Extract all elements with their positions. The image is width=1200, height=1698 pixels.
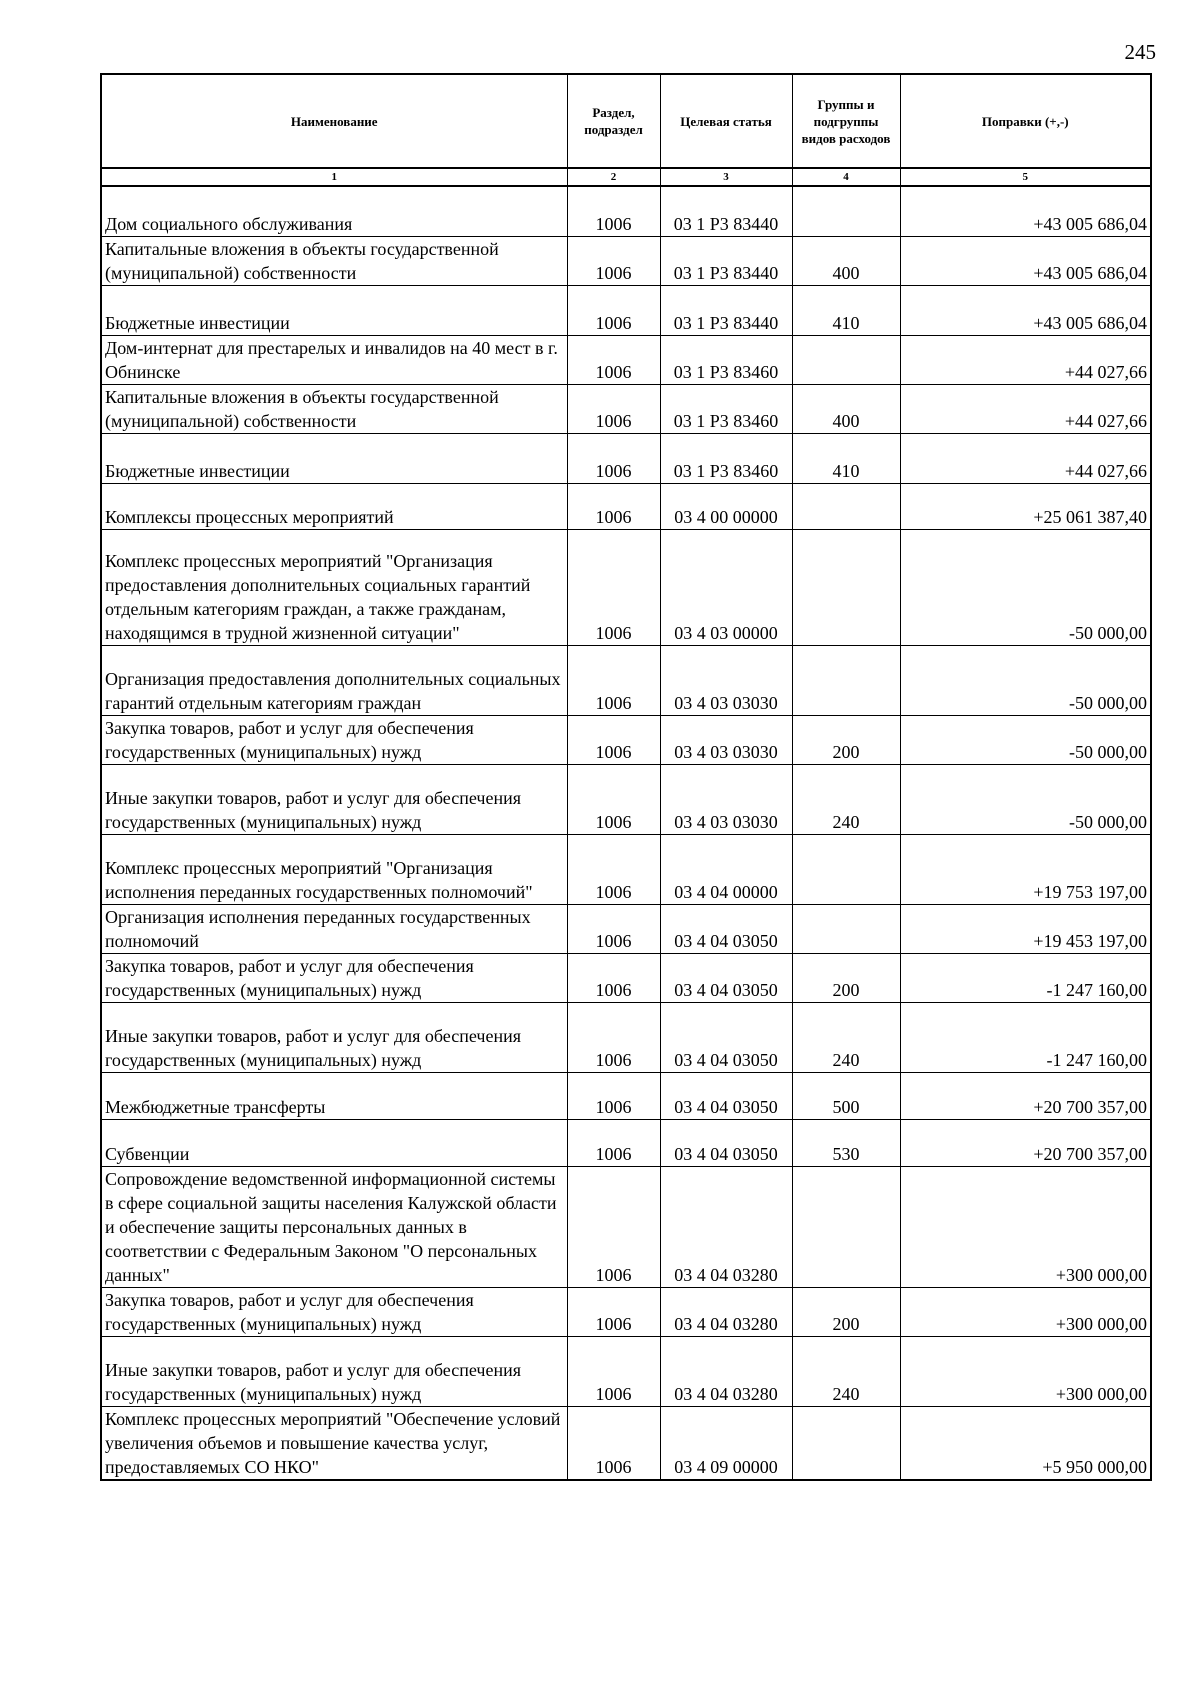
row-section: 1006 xyxy=(567,953,660,1002)
row-target: 03 4 09 00000 xyxy=(660,1406,792,1480)
row-target: 03 4 04 03050 xyxy=(660,1002,792,1072)
row-amount: -50 000,00 xyxy=(900,715,1151,764)
row-group xyxy=(792,186,900,236)
table-row xyxy=(101,1002,1151,1072)
row-amount: +5 950 000,00 xyxy=(900,1406,1151,1480)
row-target: 03 4 04 03050 xyxy=(660,1119,792,1166)
row-section: 1006 xyxy=(567,764,660,834)
row-section: 1006 xyxy=(567,1406,660,1480)
row-section: 1006 xyxy=(567,483,660,529)
table-row xyxy=(101,1072,1151,1119)
row-name: Бюджетные инвестиции xyxy=(101,433,567,483)
header-groups: Группы и подгруппы видов расходов xyxy=(792,74,900,168)
row-group xyxy=(792,1406,900,1480)
row-group: 240 xyxy=(792,1336,900,1406)
row-group: 240 xyxy=(792,1002,900,1072)
row-amount: +44 027,66 xyxy=(900,384,1151,433)
column-number: 4 xyxy=(792,168,900,186)
row-section: 1006 xyxy=(567,236,660,285)
row-section: 1006 xyxy=(567,433,660,483)
row-group xyxy=(792,335,900,384)
column-number: 2 xyxy=(567,168,660,186)
row-amount: -50 000,00 xyxy=(900,764,1151,834)
row-target: 03 4 00 00000 xyxy=(660,483,792,529)
row-name: Комплекс процессных мероприятий "Организация исполнения переданных государственных полномочий" xyxy=(101,834,567,904)
row-target: 03 4 04 03050 xyxy=(660,1072,792,1119)
row-name: Организация предоставления дополнительных социальных гарантий отдельным категориям граждан xyxy=(101,645,567,715)
table-row xyxy=(101,285,1151,335)
row-section: 1006 xyxy=(567,186,660,236)
row-group xyxy=(792,529,900,645)
row-target: 03 4 03 03030 xyxy=(660,645,792,715)
row-section: 1006 xyxy=(567,1072,660,1119)
row-group: 200 xyxy=(792,715,900,764)
row-name: Иные закупки товаров, работ и услуг для обеспечения государственных (муниципальных) нужд xyxy=(101,1336,567,1406)
table-row xyxy=(101,1287,1151,1336)
row-name: Комплекс процессных мероприятий "Обеспечение условий увеличения объемов и повышение качества услуг, предоставляемых СО НКО" xyxy=(101,1406,567,1480)
table-row xyxy=(101,953,1151,1002)
table-row xyxy=(101,384,1151,433)
table-row xyxy=(101,834,1151,904)
row-name: Капитальные вложения в объекты государственной (муниципальной) собственности xyxy=(101,236,567,285)
row-name: Иные закупки товаров, работ и услуг для обеспечения государственных (муниципальных) нужд xyxy=(101,1002,567,1072)
row-target: 03 4 04 03280 xyxy=(660,1287,792,1336)
row-section: 1006 xyxy=(567,715,660,764)
row-target: 03 4 04 03280 xyxy=(660,1166,792,1287)
row-group: 410 xyxy=(792,433,900,483)
column-number: 3 xyxy=(660,168,792,186)
row-target: 03 1 P3 83460 xyxy=(660,384,792,433)
column-number: 1 xyxy=(101,168,567,186)
table-row xyxy=(101,1406,1151,1480)
column-number: 5 xyxy=(900,168,1151,186)
row-section: 1006 xyxy=(567,904,660,953)
row-section: 1006 xyxy=(567,1166,660,1287)
column-number-row xyxy=(101,168,1151,186)
row-target: 03 1 P3 83460 xyxy=(660,335,792,384)
table-row xyxy=(101,236,1151,285)
row-name: Дом социального обслуживания xyxy=(101,186,567,236)
row-name: Комплексы процессных мероприятий xyxy=(101,483,567,529)
row-group xyxy=(792,483,900,529)
page-number: 245 xyxy=(1124,40,1156,64)
row-group: 400 xyxy=(792,384,900,433)
row-amount: +25 061 387,40 xyxy=(900,483,1151,529)
row-amount: +20 700 357,00 xyxy=(900,1072,1151,1119)
row-amount: +300 000,00 xyxy=(900,1166,1151,1287)
table-row xyxy=(101,1336,1151,1406)
table-row xyxy=(101,715,1151,764)
header-target: Целевая статья xyxy=(660,74,792,168)
row-group: 400 xyxy=(792,236,900,285)
row-amount: +300 000,00 xyxy=(900,1287,1151,1336)
row-amount: +19 753 197,00 xyxy=(900,834,1151,904)
row-name: Капитальные вложения в объекты государственной (муниципальной) собственности xyxy=(101,384,567,433)
table-row xyxy=(101,1119,1151,1166)
row-name: Иные закупки товаров, работ и услуг для обеспечения государственных (муниципальных) нужд xyxy=(101,764,567,834)
header-row xyxy=(101,74,1151,168)
table-row xyxy=(101,904,1151,953)
row-section: 1006 xyxy=(567,335,660,384)
row-name: Межбюджетные трансферты xyxy=(101,1072,567,1119)
row-target: 03 1 P3 83460 xyxy=(660,433,792,483)
row-amount: +43 005 686,04 xyxy=(900,236,1151,285)
row-group xyxy=(792,1166,900,1287)
row-amount: +44 027,66 xyxy=(900,335,1151,384)
row-name: Закупка товаров, работ и услуг для обеспечения государственных (муниципальных) нужд xyxy=(101,1287,567,1336)
table-row xyxy=(101,335,1151,384)
row-group: 530 xyxy=(792,1119,900,1166)
row-group: 240 xyxy=(792,764,900,834)
row-name: Дом-интернат для престарелых и инвалидов на 40 мест в г. Обнинске xyxy=(101,335,567,384)
table-row xyxy=(101,433,1151,483)
table-body xyxy=(101,186,1151,1480)
table-row xyxy=(101,529,1151,645)
row-target: 03 4 04 03280 xyxy=(660,1336,792,1406)
row-section: 1006 xyxy=(567,834,660,904)
row-amount: +44 027,66 xyxy=(900,433,1151,483)
row-amount: +300 000,00 xyxy=(900,1336,1151,1406)
row-section: 1006 xyxy=(567,1287,660,1336)
table-row xyxy=(101,483,1151,529)
row-target: 03 1 P3 83440 xyxy=(660,236,792,285)
row-group: 500 xyxy=(792,1072,900,1119)
row-name: Сопровождение ведомственной информационной системы в сфере социальной защиты населения Калужской области и обеспечение защиты персональных данных в соответствии с Федеральным Законом "О персональных данных" xyxy=(101,1166,567,1287)
row-section: 1006 xyxy=(567,1119,660,1166)
row-section: 1006 xyxy=(567,1002,660,1072)
row-target: 03 1 P3 83440 xyxy=(660,285,792,335)
row-amount: -50 000,00 xyxy=(900,645,1151,715)
row-name: Закупка товаров, работ и услуг для обеспечения государственных (муниципальных) нужд xyxy=(101,953,567,1002)
row-target: 03 4 03 03030 xyxy=(660,764,792,834)
row-target: 03 4 03 03030 xyxy=(660,715,792,764)
row-group xyxy=(792,834,900,904)
row-target: 03 4 04 00000 xyxy=(660,834,792,904)
row-group xyxy=(792,645,900,715)
row-target: 03 4 04 03050 xyxy=(660,904,792,953)
row-group xyxy=(792,904,900,953)
row-group: 200 xyxy=(792,953,900,1002)
row-amount: +19 453 197,00 xyxy=(900,904,1151,953)
row-name: Субвенции xyxy=(101,1119,567,1166)
row-name: Закупка товаров, работ и услуг для обеспечения государственных (муниципальных) нужд xyxy=(101,715,567,764)
row-target: 03 4 04 03050 xyxy=(660,953,792,1002)
row-group: 200 xyxy=(792,1287,900,1336)
row-name: Комплекс процессных мероприятий "Организация предоставления дополнительных социальных гарантий отдельным категориям граждан, а также гражданам, находящимся в трудной жизненной ситуации" xyxy=(101,529,567,645)
row-group: 410 xyxy=(792,285,900,335)
row-amount: +43 005 686,04 xyxy=(900,285,1151,335)
row-section: 1006 xyxy=(567,529,660,645)
row-name: Организация исполнения переданных государственных полномочий xyxy=(101,904,567,953)
row-target: 03 4 03 00000 xyxy=(660,529,792,645)
row-amount: -50 000,00 xyxy=(900,529,1151,645)
row-name: Бюджетные инвестиции xyxy=(101,285,567,335)
row-section: 1006 xyxy=(567,285,660,335)
row-amount: +20 700 357,00 xyxy=(900,1119,1151,1166)
table-row xyxy=(101,1166,1151,1287)
row-section: 1006 xyxy=(567,384,660,433)
row-target: 03 1 P3 83440 xyxy=(660,186,792,236)
header-amendments: Поправки (+,-) xyxy=(900,74,1151,168)
table-row xyxy=(101,764,1151,834)
header-name: Наименование xyxy=(101,74,567,168)
row-amount: +43 005 686,04 xyxy=(900,186,1151,236)
row-amount: -1 247 160,00 xyxy=(900,1002,1151,1072)
table-row xyxy=(101,186,1151,236)
row-section: 1006 xyxy=(567,1336,660,1406)
table-row xyxy=(101,645,1151,715)
budget-table xyxy=(100,73,1152,1481)
row-section: 1006 xyxy=(567,645,660,715)
row-amount: -1 247 160,00 xyxy=(900,953,1151,1002)
header-section: Раздел, подраздел xyxy=(567,74,660,168)
